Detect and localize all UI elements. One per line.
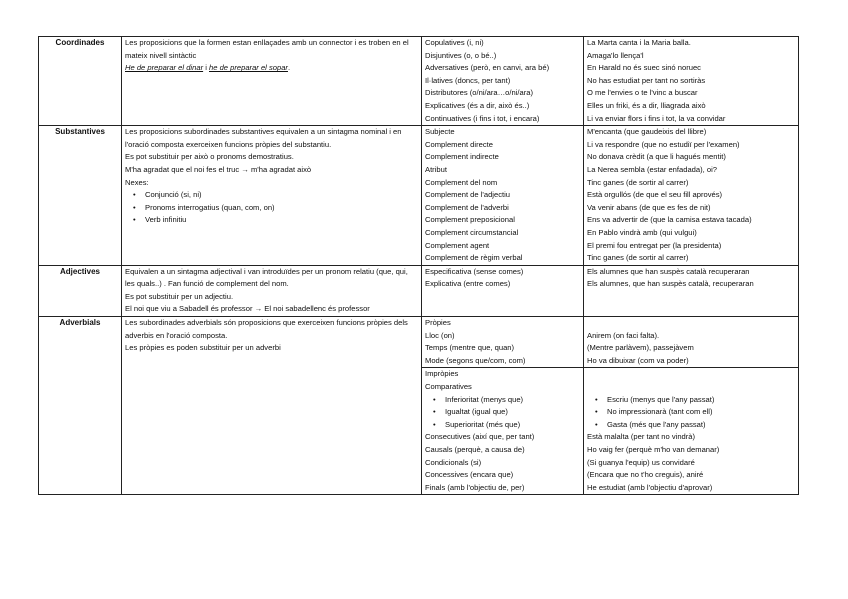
example-item: • Escriu (menys que l'any passat) [587, 394, 795, 407]
nexes-label: Nexes: [125, 177, 149, 187]
type-item: Complement de règim verbal [425, 253, 523, 263]
example-conj: i [203, 63, 210, 73]
nexe-item: • Verb infinitiu [125, 214, 418, 227]
type-item: Atribut [425, 164, 447, 174]
example-item: Els alumnes que han suspès català recuperaran [587, 266, 750, 276]
example-item: He estudiat (amb l'objectiu d'aprovar) [587, 482, 713, 492]
category-adjectives: Adjectives [39, 265, 122, 316]
nexe-item: • Conjunció (si, ni) [125, 189, 418, 202]
type-item: Il·latives (doncs, per tant) [425, 75, 511, 85]
example-item: La Marta canta i la Maria balla. [587, 38, 691, 47]
type-item: Continuatives (i fins i tot, i encara) [425, 113, 540, 123]
example-item: Els alumnes, que han suspès català, recuperaran [587, 279, 754, 289]
examples-adverbials-propies [584, 317, 799, 368]
type-item: Mode (segons que/com, com) [425, 355, 526, 365]
type-item: Complement de l'adjectiu [425, 190, 511, 200]
type-item: Especificativa (sense comes) [425, 266, 524, 276]
type-item: Concessives (encara que) [425, 470, 514, 480]
desc-text: Les subordinades adverbials són proposicions que exerceixen funcions pròpies dels adverbis en l'oració composta. [125, 318, 408, 340]
example-item: Li va respondre (que no estudiï per l'examen) [587, 139, 740, 149]
desc-text: Les proposicions subordinades substantives equivalen a un sintagma nominal i en l'oració composta exerceixen funcions pròpies del substantiu. [125, 127, 402, 149]
example-item: No donava crèdit (a que li hagués mentit) [587, 152, 726, 162]
clauses-table [38, 36, 799, 495]
example-item: La Nerea sembla (estar enfadada), oi? [587, 164, 718, 174]
type-item: Distributores (o/ni/ara…o/ni/ara) [425, 88, 534, 98]
types-coordinades [422, 37, 584, 126]
example-item: Està malalta (per tant no vindrà) [587, 432, 696, 442]
type-item: Adversatives (però, en canvi, ara bé) [425, 63, 550, 73]
desc-text: Les pròpies es poden substituir per un adverbi [125, 343, 281, 353]
example-item: • No impressionarà (tant com ell) [587, 406, 795, 419]
types-substantives [422, 126, 584, 266]
desc-text: M'ha agradat que el noi fes el truc → m'ha agradat això [125, 164, 312, 174]
example-item: (Mentre parlàvem), passejàvem [587, 343, 694, 353]
comparative-item: • Inferioritat (menys que) [425, 394, 580, 407]
type-item: Disjuntives (o, o bé..) [425, 50, 497, 60]
description-coordinades [122, 37, 422, 126]
example-item: No has estudiat per tant no sortiràs [587, 75, 706, 85]
types-adjectives [422, 265, 584, 316]
propies-label: Pròpies [425, 318, 451, 328]
example-item: O me l'envies o te l'vinc a buscar [587, 88, 698, 98]
type-item: Complement agent [425, 240, 490, 250]
description-substantives [122, 126, 422, 266]
example-part-a: He de preparar el dinar [125, 63, 204, 73]
types-adverbials-propies [422, 317, 584, 368]
category-coordinades: Coordinades [39, 37, 122, 126]
type-item: Temps (mentre que, quan) [425, 343, 515, 353]
type-item: Complement preposicional [425, 215, 515, 225]
nexe-item: • Pronoms interrogatius (quan, com, on) [125, 202, 418, 215]
desc-text: El noi que viu a Sabadell és professor → El noi sabadellenc és professor [125, 304, 370, 314]
desc-example [125, 62, 418, 75]
row-coordinades [39, 37, 799, 126]
type-item: Finals (amb l'objectiu de, per) [425, 482, 525, 492]
example-item: Ens va advertir de (que la camisa estava tacada) [587, 215, 752, 225]
comparative-item: • Igualtat (igual que) [425, 406, 580, 419]
example-item: Tinc ganes (de sortir al carrer) [587, 177, 689, 187]
example-part-b: he de preparar el sopar [209, 63, 288, 73]
row-adverbials-propies [39, 317, 799, 368]
desc-text: Es pot substituir per això o pronoms demostratius. [125, 152, 294, 162]
examples-substantives [584, 126, 799, 266]
examples-adverbials-impropies [584, 368, 799, 495]
description-adjectives [122, 265, 422, 316]
row-adjectives [39, 265, 799, 316]
type-item: Complement circumstancial [425, 227, 519, 237]
type-item: Explicatives (és a dir, això és..) [425, 100, 530, 110]
example-item: En Pablo vindrà amb (qui vulgui) [587, 227, 697, 237]
examples-coordinades [584, 37, 799, 126]
examples-adjectives [584, 265, 799, 316]
row-substantives [39, 126, 799, 266]
example-end: . [287, 63, 291, 73]
comparative-item: • Superioritat (més que) [425, 419, 580, 432]
example-item: M'encanta (que gaudeixis del llibre) [587, 127, 707, 137]
type-item: Complement directe [425, 139, 493, 149]
type-item: Complement indirecte [425, 152, 499, 162]
example-item: Tinc ganes (de sortir al carrer) [587, 253, 689, 263]
example-item: (Encara que no t'ho creguis), aniré [587, 470, 704, 480]
example-item: • Gasta (més que l'any passat) [587, 419, 795, 432]
type-item: Subjecte [425, 127, 455, 137]
type-item: Complement del nom [425, 177, 498, 187]
type-item: Explicativa (entre comes) [425, 279, 511, 289]
type-item: Condicionals (si) [425, 457, 482, 467]
type-item: Complement de l'adverbi [425, 202, 509, 212]
category-substantives: Substantives [39, 126, 122, 266]
example-item: Va venir abans (de que es fes de nit) [587, 202, 711, 212]
category-adverbials: Adverbials [39, 317, 122, 495]
desc-text: Equivalen a un sintagma adjectival i van introduïdes per un pronom relatiu (que, qui, les quals..) . Fan funció de complement del nom. [125, 266, 408, 289]
type-item: Causals (perquè, a causa de) [425, 445, 525, 454]
types-adverbials-impropies [422, 368, 584, 495]
example-item: Li va enviar flors i fins i tot, la va convidar [587, 113, 726, 123]
description-adverbials [122, 317, 422, 495]
desc-text: Les proposicions que la formen estan enllaçades amb un connector i es troben en el mateix nivell sintàctic [125, 38, 409, 60]
type-item: Lloc (on) [425, 330, 455, 340]
example-item: Ho va dibuixar (com va poder) [587, 355, 689, 365]
example-item: Amaga'lo llença'l [587, 50, 644, 60]
example-item: Està orgullós (de que el seu fill aprovés) [587, 190, 723, 200]
example-item: Elles un friki, és a dir, lliagrada això [587, 100, 706, 110]
example-item: Anirem (on faci falta). [587, 330, 660, 340]
example-item: (Si guanya l'equip) us convidaré [587, 457, 695, 467]
impropies-label: Impròpies [425, 369, 459, 379]
example-item: En Harald no és suec sinó noruec [587, 63, 701, 73]
type-item: Consecutives (així que, per tant) [425, 432, 535, 442]
comparatives-label: Comparatives [425, 382, 472, 392]
desc-text: Es pot substituir per un adjectiu. [125, 291, 234, 301]
type-item: Copulatives (i, ni) [425, 38, 484, 47]
example-item: El premi fou entregat per (la presidenta) [587, 240, 722, 250]
example-item: Ho vaig fer (perquè m'ho van demanar) [587, 445, 720, 454]
